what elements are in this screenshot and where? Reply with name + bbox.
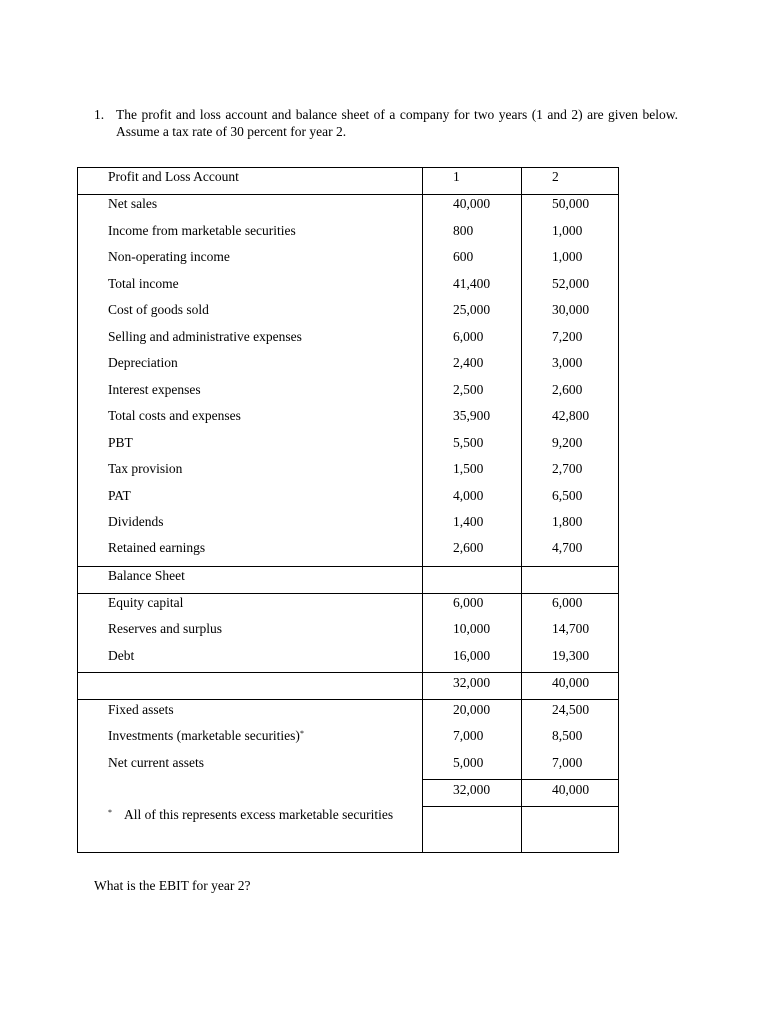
asset-row-label: Investments (marketable securities) <box>108 728 300 743</box>
pl-row-label: PAT <box>108 488 131 503</box>
asset-total-year-2: 40,000 <box>552 782 590 797</box>
balance-sheet-top-rule <box>78 566 618 567</box>
liability-row-year-1: 10,000 <box>453 621 491 636</box>
liability-row-label: Debt <box>108 648 135 663</box>
column-divider-2 <box>521 168 522 852</box>
liabilities-total-bottom-rule <box>78 699 618 700</box>
pl-row-label: Total costs and expenses <box>108 408 241 423</box>
pl-row-year-1: 25,000 <box>453 302 491 317</box>
pl-row-year-2: 30,000 <box>552 302 590 317</box>
asset-row-year-1: 20,000 <box>453 702 491 717</box>
header-rule <box>78 194 618 195</box>
pl-row-year-2: 1,000 <box>552 249 583 264</box>
footnote-mark: * <box>108 808 112 817</box>
liability-row-year-2: 19,300 <box>552 648 590 663</box>
pl-row-year-1: 600 <box>453 249 474 264</box>
pl-row-year-2: 9,200 <box>552 435 583 450</box>
pl-row-label: Tax provision <box>108 461 183 476</box>
column-divider-1 <box>422 168 423 852</box>
pl-row-year-1: 800 <box>453 223 474 238</box>
question-text: The profit and loss account and balance sheet of a company for two years (1 and 2) are given below. Assume a tax rate of 30 percent for year 2. <box>116 107 678 139</box>
financial-statements-table <box>77 167 619 853</box>
pl-row-label: Interest expenses <box>108 382 201 397</box>
assets-total-bottom-rule <box>422 806 618 807</box>
asset-row-label: Net current assets <box>108 755 204 770</box>
pl-row-year-1: 1,500 <box>453 461 484 476</box>
header-year-1: 1 <box>453 169 460 184</box>
pl-row-label: Retained earnings <box>108 540 206 555</box>
pl-row-label: Cost of goods sold <box>108 302 209 317</box>
pl-row-year-1: 2,400 <box>453 355 484 370</box>
balance-sheet-label: Balance Sheet <box>108 568 185 583</box>
pl-row-label: Total income <box>108 276 179 291</box>
pl-row-year-1: 2,500 <box>453 382 484 397</box>
liability-row-year-1: 16,000 <box>453 648 491 663</box>
asset-row-year-1: 5,000 <box>453 755 484 770</box>
pl-row-year-2: 52,000 <box>552 276 590 291</box>
liability-row-year-2: 6,000 <box>552 595 583 610</box>
asset-row-year-2: 7,000 <box>552 755 583 770</box>
asset-row-year-2: 8,500 <box>552 728 583 743</box>
asset-row-year-1: 7,000 <box>453 728 484 743</box>
asset-total-year-1: 32,000 <box>453 782 491 797</box>
liability-row-label: Equity capital <box>108 595 184 610</box>
liability-row-year-1: 6,000 <box>453 595 484 610</box>
asset-row-year-2: 24,500 <box>552 702 590 717</box>
pl-row-year-2: 4,700 <box>552 540 583 555</box>
liability-total-year-1: 32,000 <box>453 675 491 690</box>
pl-row-year-2: 7,200 <box>552 329 583 344</box>
pl-row-year-2: 50,000 <box>552 196 590 211</box>
pl-row-label: Selling and administrative expenses <box>108 329 302 344</box>
pl-row-year-2: 3,000 <box>552 355 583 370</box>
pl-row-year-2: 1,800 <box>552 514 583 529</box>
question-number: 1. <box>94 107 105 122</box>
pl-row-year-2: 42,800 <box>552 408 590 423</box>
liability-row-year-2: 14,700 <box>552 621 590 636</box>
header-label: Profit and Loss Account <box>108 169 239 184</box>
assets-total-top-rule <box>422 779 618 780</box>
table-footnote <box>108 807 414 823</box>
pl-row-label: Net sales <box>108 196 158 211</box>
asset-row-label-wrapper <box>108 728 304 744</box>
asset-row-label: Fixed assets <box>108 702 174 717</box>
balance-sheet-bottom-rule <box>78 593 618 594</box>
pl-row-year-2: 2,600 <box>552 382 583 397</box>
pl-row-label: Non-operating income <box>108 249 230 264</box>
footnote-text: All of this represents excess marketable securities <box>124 807 394 822</box>
pl-row-year-1: 41,400 <box>453 276 491 291</box>
pl-row-label: Income from marketable securities <box>108 223 296 238</box>
pl-row-label: PBT <box>108 435 133 450</box>
pl-row-year-2: 6,500 <box>552 488 583 503</box>
footnote-reference-mark: * <box>299 729 304 738</box>
pl-row-year-1: 6,000 <box>453 329 484 344</box>
liability-row-label: Reserves and surplus <box>108 621 222 636</box>
pl-row-label: Dividends <box>108 514 164 529</box>
pl-row-label: Depreciation <box>108 355 178 370</box>
pl-row-year-2: 1,000 <box>552 223 583 238</box>
liabilities-total-top-rule <box>78 672 618 673</box>
pl-row-year-1: 2,600 <box>453 540 484 555</box>
liability-total-year-2: 40,000 <box>552 675 590 690</box>
pl-row-year-1: 40,000 <box>453 196 491 211</box>
followup-question: What is the EBIT for year 2? <box>94 878 251 893</box>
pl-row-year-1: 35,900 <box>453 408 491 423</box>
pl-row-year-1: 5,500 <box>453 435 484 450</box>
pl-row-year-2: 2,700 <box>552 461 583 476</box>
header-year-2: 2 <box>552 169 559 184</box>
pl-row-year-1: 1,400 <box>453 514 484 529</box>
pl-row-year-1: 4,000 <box>453 488 484 503</box>
question-block <box>94 107 678 140</box>
